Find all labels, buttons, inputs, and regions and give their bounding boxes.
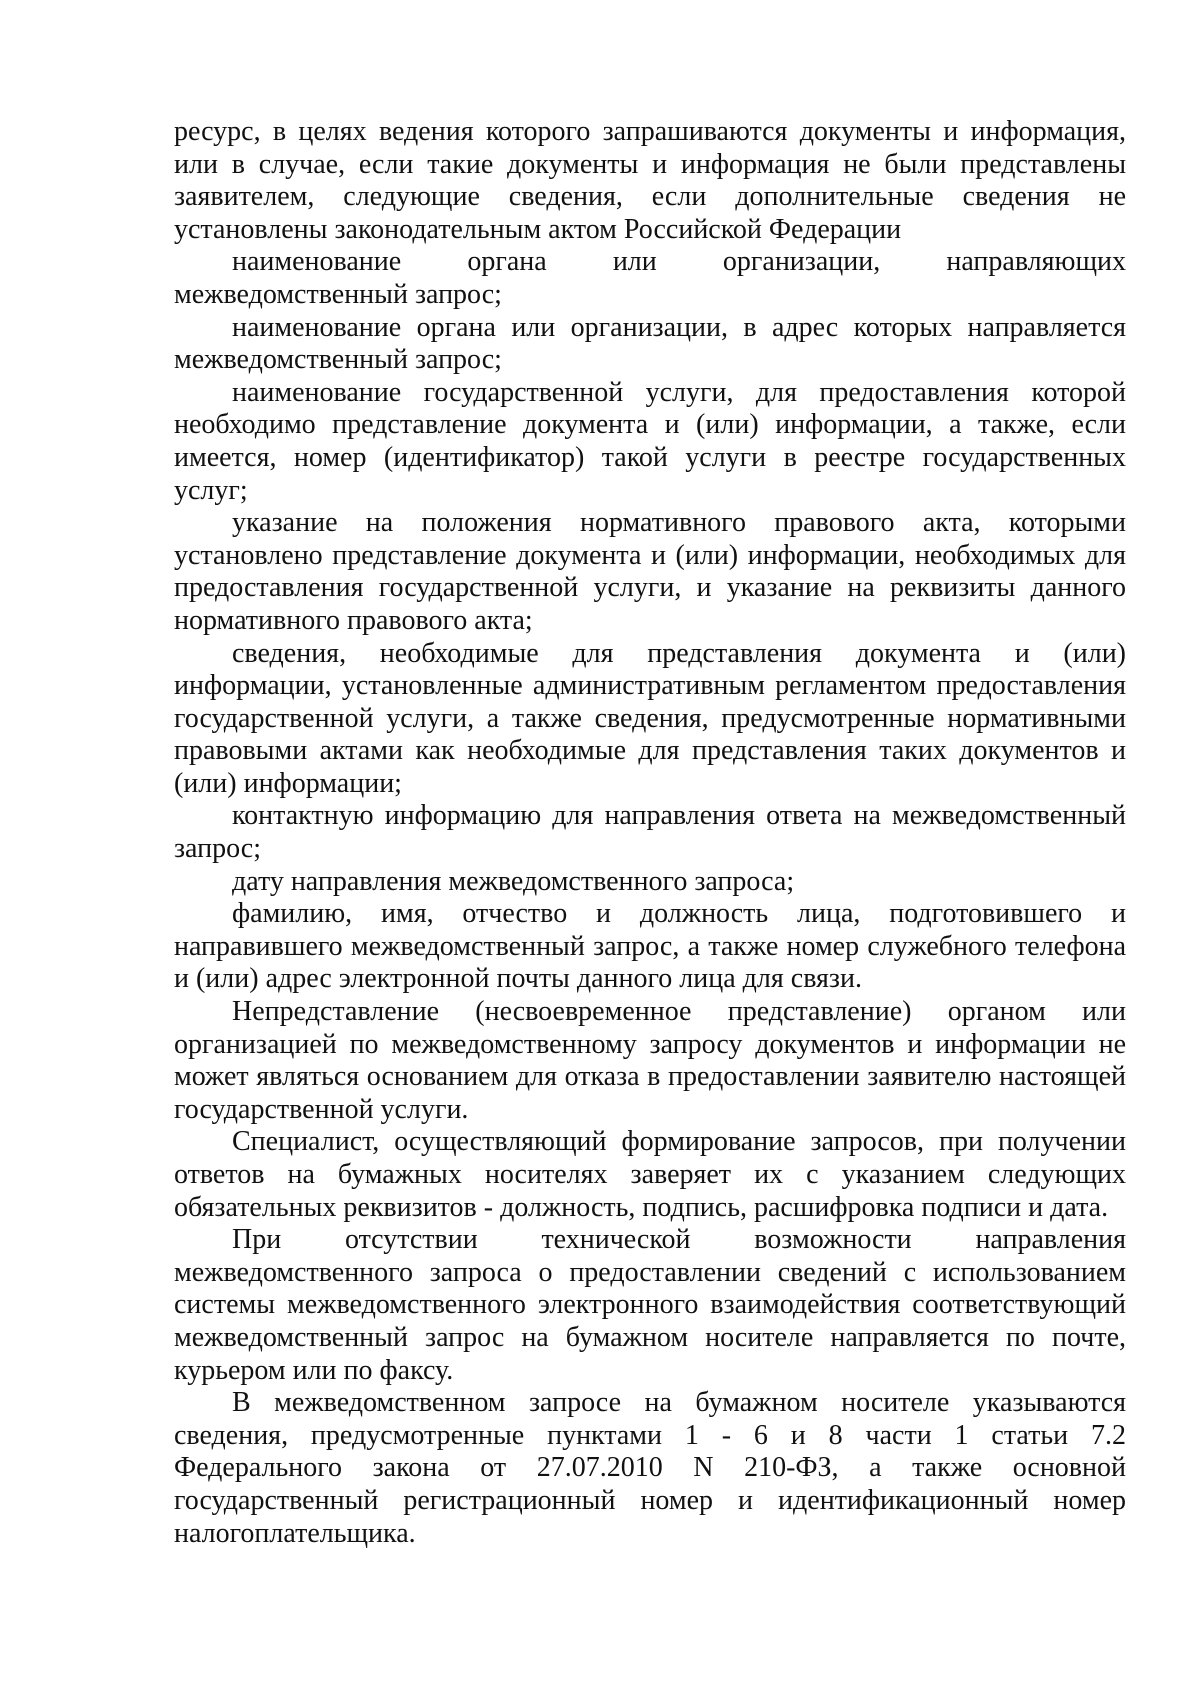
paragraph: При отсутствии технической возможности направления межведомственного запроса о предоставлении сведений с использованием системы межведомственного электронного взаимодействия соответствующий межведомственный запрос на бумажном носителе направляется по почте, курьером или по факсу. <box>174 1224 1126 1386</box>
paragraph: В межведомственном запросе на бумажном носителе указываются сведения, предусмотренные пунктами 1 - 6 и 8 части 1 статьи 7.2 Федерального закона от 27.07.2010 N 210-ФЗ, а также основной государственный регистрационный номер и идентификационный номер налогоплательщика. <box>174 1387 1126 1549</box>
paragraph: контактную информацию для направления ответа на межведомственный запрос; <box>174 800 1126 865</box>
paragraph: сведения, необходимые для представления документа и (или) информации, установленные административным регламентом предоставления государственной услуги, а также сведения, предусмотренные нормативными правовыми актами как необходимые для представления таких документов и (или) информации; <box>174 637 1126 799</box>
paragraph: Непредставление (несвоевременное представление) органом или организацией по межведомственному запросу документов и информации не может являться основанием для отказа в предоставлении заявителю настоящей государственной услуги. <box>174 996 1126 1125</box>
paragraph: ресурс, в целях ведения которого запрашиваются документы и информация, или в случае, если такие документы и информация не были представлены заявителем, следующие сведения, если дополнительные сведения не установлены законодательным актом Российской Федерации <box>174 116 1126 245</box>
paragraph: Специалист, осуществляющий формирование запросов, при получении ответов на бумажных носителях заверяет их с указанием следующих обязательных реквизитов - должность, подпись, расшифровка подписи и дата. <box>174 1126 1126 1223</box>
document-body <box>174 116 1126 1550</box>
paragraph: наименование государственной услуги, для предоставления которой необходимо представление документа и (или) информации, а также, если имеется, номер (идентификатор) такой услуги в реестре государственных услуг; <box>174 376 1126 506</box>
paragraph: наименование органа или организации, направляющих межведомственный запрос; <box>174 246 1126 310</box>
paragraph: фамилию, имя, отчество и должность лица, подготовившего и направившего межведомственный запрос, а также номер служебного телефона и (или) адрес электронной почты данного лица для связи. <box>174 898 1126 995</box>
paragraph: указание на положения нормативного правового акта, которыми установлено представление документа и (или) информации, необходимых для предоставления государственной услуги, и указание на реквизиты данного нормативного правового акта; <box>174 507 1126 636</box>
paragraph: дату направления межведомственного запроса; <box>232 865 795 897</box>
paragraph: наименование органа или организации, в адрес которых направляется межведомственный запрос; <box>174 311 1126 376</box>
